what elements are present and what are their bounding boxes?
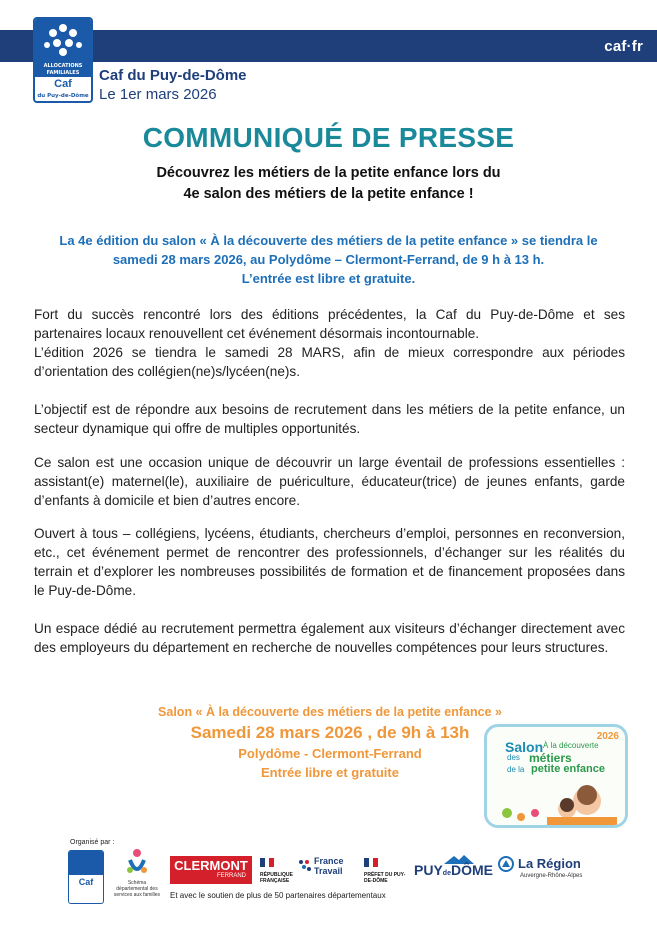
- schema-figure-icon: [122, 848, 152, 880]
- intro-line3: L’entrée est libre et gratuite.: [241, 271, 416, 286]
- poster-de-la: de la: [507, 765, 525, 774]
- org-block: [99, 66, 247, 104]
- caf-logo-emblem: [35, 19, 91, 63]
- family-emblem-icon: [35, 19, 91, 63]
- france-travail-dots-icon: [298, 859, 312, 873]
- france-travail-logo: France Travail: [298, 856, 352, 884]
- paragraph-4: Ce salon est une occasion unique de découvrir un large éventail de professions essentielles : assistant(e) maternel(le), auxiliaire de puériculture, éducateur(trice) de jeunes enfants, garde d’enfants à domicile et bien d’autres encore.: [34, 455, 625, 508]
- org-name: Caf du Puy-de-Dôme: [99, 67, 247, 84]
- event-date: Samedi 28 mars 2026 , de 9h à 13h: [190, 723, 470, 742]
- republique-logo: RÉPUBLIQUE FRANÇAISE: [260, 854, 296, 884]
- subtitle-line2: 4e salon des métiers de la petite enfance !: [183, 186, 474, 202]
- intro: [30, 231, 627, 288]
- poster-illustration: [487, 777, 627, 828]
- paragraph-3: L’objectif est de répondre aux besoins de recrutement dans les métiers de la petite enfance, un secteur dynamique qui offre de multiples opportunités.: [34, 402, 625, 436]
- logo-line3: du Puy-de-Dôme: [37, 93, 89, 99]
- region-icon: [498, 856, 514, 872]
- region-logo: La Région Auvergne-Rhône-Alpes: [498, 856, 598, 886]
- subtitle-line1: Découvrez les métiers de la petite enfance lors du: [156, 165, 501, 181]
- poster-des: des: [507, 753, 520, 762]
- press-date: Le 1er mars 2026: [99, 86, 217, 103]
- header-bar: [0, 30, 657, 62]
- schema-logo: Schéma départemental des services aux familles: [112, 848, 162, 910]
- salon-poster: [484, 724, 628, 828]
- intro-line1: La 4e édition du salon « À la découverte des métiers de la petite enfance » se tiendra le: [59, 233, 598, 248]
- prefet-logo: PRÉFET DU PUY-DE-DÔME: [364, 854, 410, 884]
- partner-logos: [68, 848, 628, 910]
- puy-de-dome-logo: PUYdeDÔME: [414, 854, 488, 884]
- logo-line2: Caf: [54, 78, 72, 90]
- event-place: Polydôme - Clermont-Ferrand: [238, 746, 422, 761]
- caf-mini-logo: Caf: [68, 850, 104, 904]
- paragraph-6: Un espace dédié au recrutement permettra également aux visiteurs d’échanger directement avec des employeurs du département en recherche de nouvelles compétences pour leurs structures.: [34, 621, 625, 655]
- logo-line1: ALLOCATIONS FAMILIALES: [35, 63, 91, 77]
- support-note: Et avec le soutien de plus de 50 partenaires départementaux: [170, 891, 386, 900]
- poster-petite: petite enfance: [531, 763, 605, 775]
- poster-metiers: métiers: [529, 751, 572, 765]
- caf-logo: [33, 17, 93, 103]
- french-flag-icon: [364, 858, 378, 867]
- event-name: Salon « À la découverte des métiers de la petite enfance »: [158, 705, 502, 719]
- event-entry: Entrée libre et gratuite: [261, 765, 399, 780]
- page-title: COMMUNIQUÉ DE PRESSE: [142, 122, 515, 153]
- poster-salon: Salon: [505, 739, 544, 755]
- poster-year: 2026: [596, 731, 619, 742]
- clermont-logo: CLERMONT FERRAND: [170, 856, 252, 884]
- paragraph-5: Ouvert à tous – collégiens, lycéens, étudiants, chercheurs d’emploi, personnes en reconversion, etc., cet événement permet de rencontrer des professionnels, d’échanger sur les réalités du terrain et d’explorer les nombreuses possibilités de formation et de financement proposées dans le Puy-de-Dôme.: [34, 526, 625, 598]
- paragraph-1: Fort du succès rencontré lors des éditions précédentes, la Caf du Puy-de-Dôme et ses partenaires locaux renouvellent cet événement désormais incontournable.: [34, 307, 625, 341]
- caf-fr-brand[interactable]: caf·fr: [604, 38, 643, 55]
- paragraph-2: L’édition 2026 se tiendra le samedi 28 MARS, afin de mieux correspondre aux périodes d’orientation des collégien(ne)s/lycéen(ne)s.: [34, 345, 625, 379]
- poster-a-la: À la découverte: [543, 741, 599, 750]
- intro-line2: samedi 28 mars 2026, au Polydôme – Clermont-Ferrand, de 9 h à 13 h.: [112, 252, 545, 267]
- subtitle: [40, 163, 617, 205]
- french-flag-icon: [260, 858, 274, 867]
- organised-by-label: Organisé par :: [70, 839, 115, 846]
